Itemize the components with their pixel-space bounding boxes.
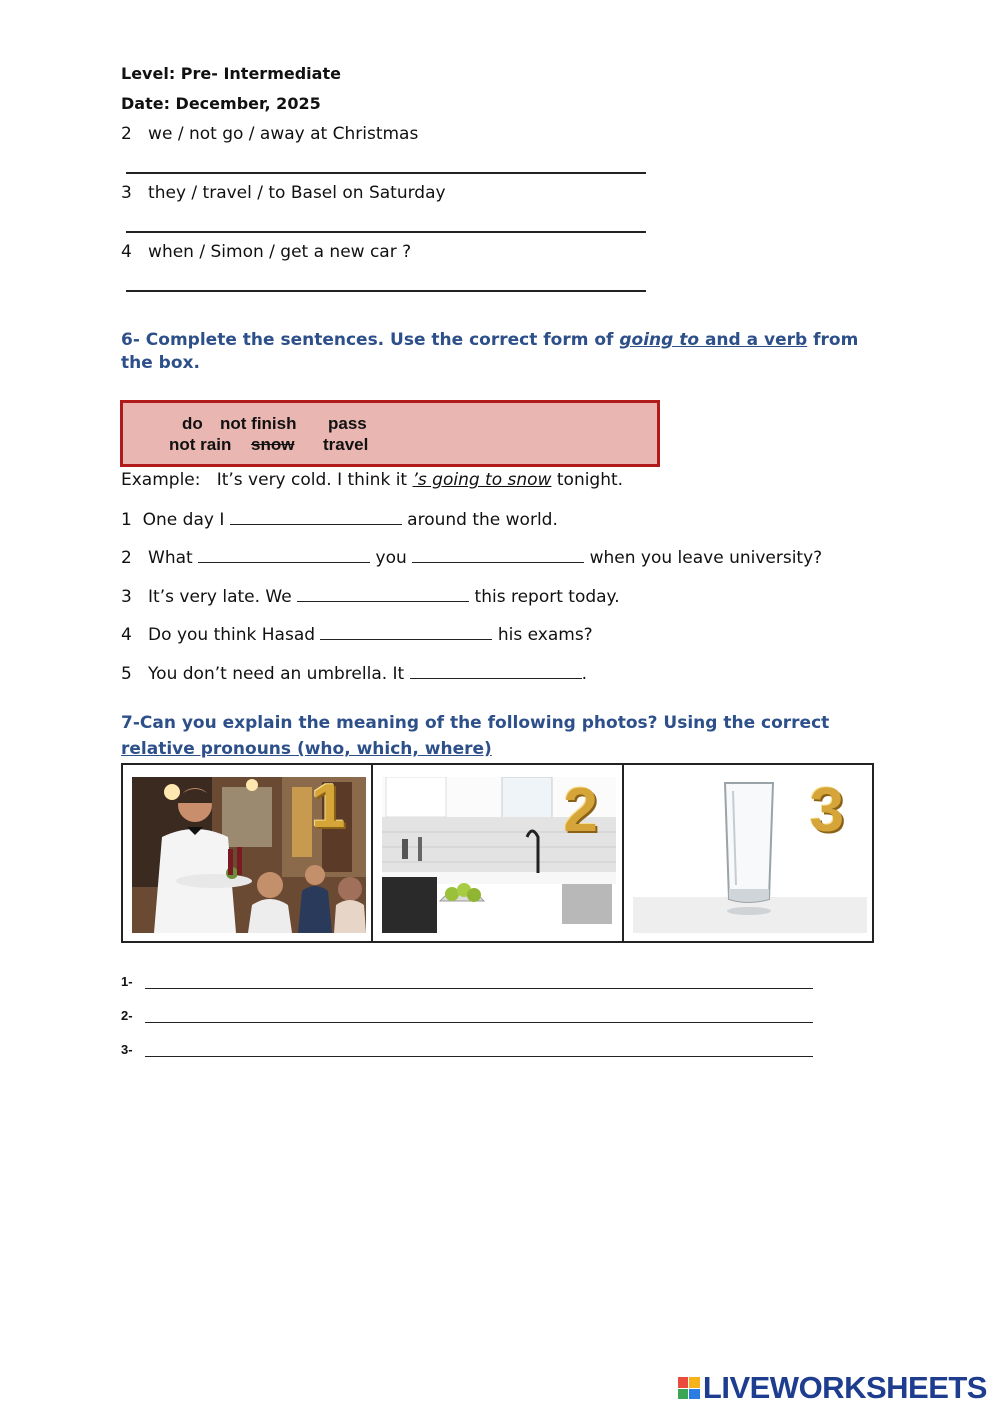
- answer-line-3[interactable]: [126, 231, 646, 233]
- photo-cell-3: [624, 765, 872, 941]
- word-snow-struck: snow: [251, 435, 295, 454]
- item-prompt: we / not go / away at Christmas: [148, 124, 419, 144]
- blank-4[interactable]: [320, 624, 492, 640]
- going-to-emphasis: going to: [619, 330, 700, 350]
- exercise-item-4: [121, 242, 411, 262]
- word-box: [120, 400, 660, 467]
- photo-answer-line-2[interactable]: [145, 1022, 813, 1023]
- item-number: 2: [121, 124, 132, 144]
- word-travel: travel: [323, 435, 369, 454]
- sentence-5: 5 You don’t need an umbrella. It .: [121, 664, 588, 684]
- logo-text: LIVEWORKSHEETS: [702, 1370, 987, 1405]
- blank-2a[interactable]: [198, 547, 370, 563]
- exercise-item-3: [121, 183, 446, 203]
- level-label: Level: Pre- Intermediate: [121, 64, 341, 83]
- item-number: 3: [121, 183, 132, 203]
- section-6-heading: 6- Complete the sentences. Use the correct form of going to and a verb from the box.: [121, 330, 859, 373]
- photo-cell-1: [123, 765, 373, 941]
- item-prompt: when / Simon / get a new car ?: [148, 242, 412, 262]
- section-7-heading: [121, 712, 921, 761]
- relative-pronouns-label: relative pronouns (who, which, where): [121, 739, 492, 759]
- blank-5[interactable]: [410, 663, 582, 679]
- blank-1[interactable]: [230, 509, 402, 525]
- word-pass: pass: [328, 414, 367, 433]
- logo-mark-icon: [678, 1377, 700, 1399]
- sentence-4: 4 Do you think Hasad his exams?: [121, 625, 593, 645]
- blank-3[interactable]: [297, 586, 469, 602]
- photo-number-1: 1: [311, 772, 346, 841]
- answer-label-3: 3-: [121, 1042, 133, 1057]
- photo-cell-2: [373, 765, 623, 941]
- example-label: Example:: [121, 470, 201, 490]
- photo-number-2: 2: [563, 776, 598, 845]
- sentence-2: 2 What you when you leave university?: [121, 548, 823, 568]
- answer-label-1: 1-: [121, 974, 133, 989]
- photo-table: [121, 763, 874, 943]
- item-prompt: they / travel / to Basel on Saturday: [148, 183, 446, 203]
- item-number: 4: [121, 242, 132, 262]
- word-not-rain: not rain: [169, 435, 232, 454]
- section-7-heading-line1: 7-Can you explain the meaning of the following photos? Using the correct: [121, 713, 830, 733]
- example-answer: ’s going to snow: [412, 470, 552, 490]
- word-do: do: [182, 414, 203, 433]
- blank-2b[interactable]: [412, 547, 584, 563]
- liveworksheets-logo: [678, 1370, 987, 1406]
- date-label: Date: December, 2025: [121, 94, 321, 113]
- word-not-finish: not finish: [220, 414, 297, 433]
- answer-line-2[interactable]: [126, 172, 646, 174]
- answer-line-4[interactable]: [126, 290, 646, 292]
- sentence-1: 1 One day I around the world.: [121, 510, 558, 530]
- exercise-item-2: [121, 124, 418, 144]
- photo-answer-line-1[interactable]: [145, 988, 813, 989]
- photo-answer-line-3[interactable]: [145, 1056, 813, 1057]
- photo-number-3: 3: [809, 776, 845, 845]
- sentence-3: 3 It’s very late. We this report today.: [121, 587, 620, 607]
- example-sentence: Example: It’s very cold. I think it ’s going to snow tonight.: [121, 470, 624, 490]
- answer-label-2: 2-: [121, 1008, 133, 1023]
